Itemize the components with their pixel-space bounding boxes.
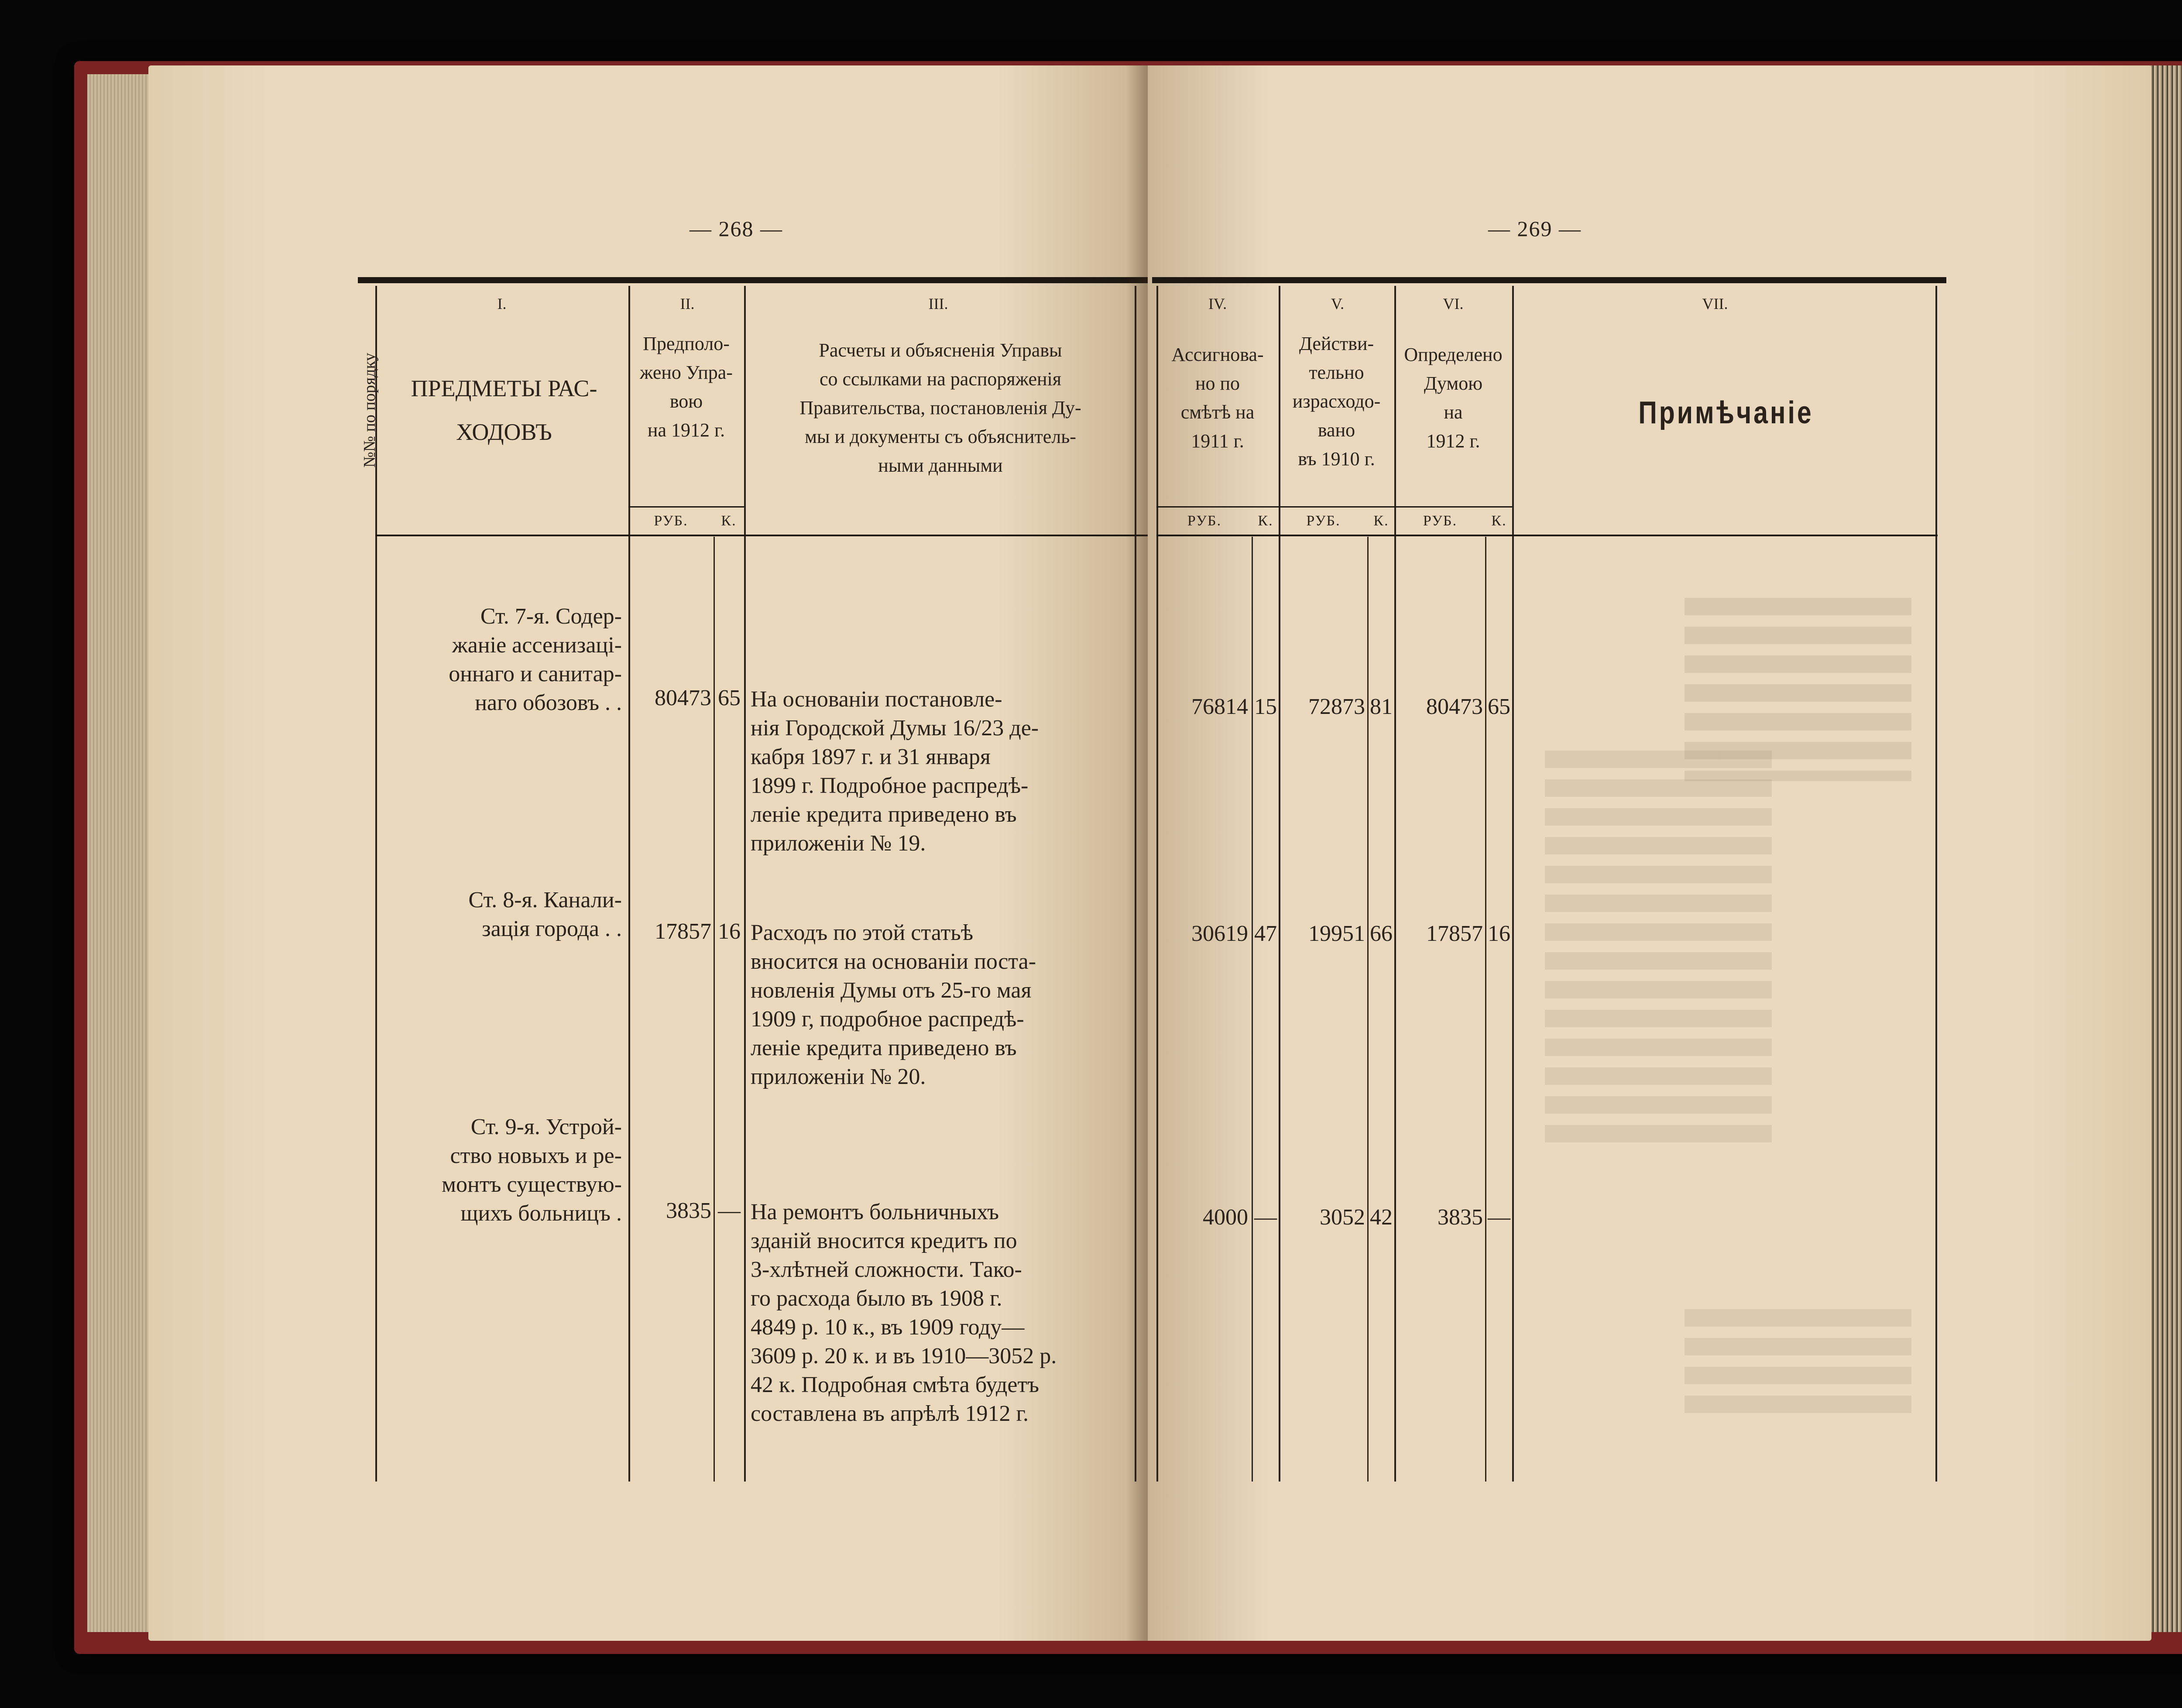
- row-1-duma-rub: 80473: [1426, 694, 1483, 719]
- col-rule: [1367, 537, 1369, 1482]
- unit-rub: РУБ.: [1423, 513, 1458, 529]
- table-top-rule: [1152, 277, 1946, 283]
- unit-rule: [1156, 506, 1512, 508]
- row-1-kop: 65: [718, 686, 741, 710]
- row-3-spent-kop: 42: [1370, 1205, 1393, 1230]
- col-numeral-VII: VII.: [1702, 295, 1728, 312]
- unit-rub: РУБ.: [654, 513, 688, 529]
- row-2-assigned-kop: 47: [1254, 921, 1277, 946]
- show-through-right: [1545, 751, 1772, 1143]
- col-numeral-IV: IV.: [1208, 295, 1227, 312]
- col-rule: [1512, 286, 1514, 1482]
- col-rule: [1279, 286, 1280, 1482]
- row-2-duma-rub: 17857: [1426, 921, 1483, 946]
- duma-1912-header: Определено Думою на 1912 г.: [1404, 344, 1503, 452]
- col-numeral-III: III.: [928, 295, 948, 312]
- row-2-spent-rub: 19951: [1308, 921, 1365, 946]
- proposed-header: Предполо- жено Упра- вою на 1912 г.: [640, 333, 733, 441]
- row-3-duma-rub: 3835: [1438, 1205, 1483, 1230]
- unit-kop: К.: [1373, 513, 1389, 529]
- col-numeral-I: I.: [497, 295, 507, 312]
- row-1-spent-rub: 72873: [1308, 694, 1365, 719]
- col-rule: [714, 537, 715, 1482]
- unit-rub: РУБ.: [1306, 513, 1341, 529]
- spent-1910-header: Действи- тельно израсходо- вано въ 1910 г.: [1292, 333, 1381, 470]
- assigned-1911-header: Ассигнова- но по смѣтѣ на 1911 г.: [1171, 344, 1264, 452]
- row-1-item: Ст. 7-я. Содер- жаніе ассенизаці- оннаго и санитар- наго обозовъ . .: [449, 604, 622, 715]
- row-3-explanation: На ремонтъ больничныхъ зданій вносится кредитъ по 3-хлѣтней сложности. Тако- го расхода было въ 1908 г. 4849 р. 10 к., въ 1909 году— 3609 р. 20 к. и въ 1910—3052 р. 42 к. Подробная смѣта будетъ составлена въ апрѣлѣ 1912 г.: [751, 1200, 1057, 1426]
- col-rule: [1252, 537, 1253, 1482]
- row-1-duma-kop: 65: [1488, 694, 1510, 719]
- col-rule: [628, 286, 630, 1482]
- row-3-item: Ст. 9-я. Устрой- ство новыхъ и ре- монтъ существую- щихъ больницъ .: [442, 1115, 622, 1226]
- row-1-rub: 80473: [655, 686, 711, 710]
- show-through-left: [1043, 131, 1108, 262]
- col-numeral-VI: VI.: [1443, 295, 1464, 312]
- row-2-kop: 16: [718, 919, 741, 944]
- row-3-duma-kop: —: [1488, 1205, 1510, 1230]
- row-1-assigned-rub: 76814: [1191, 694, 1248, 719]
- row-2-assigned-rub: 30619: [1191, 921, 1248, 946]
- row-3-assigned-kop: —: [1254, 1205, 1277, 1230]
- row-2-explanation: Расходъ по этой статьѣ вносится на основаніи поста- новленія Думы отъ 25-го мая 1909 г, подробное распредѣ- леніе кредита приведено въ приложеніи № 20.: [751, 920, 1036, 1089]
- row-2-spent-kop: 66: [1370, 921, 1393, 946]
- row-3-kop: —: [718, 1198, 741, 1223]
- page-number-left: — 268 —: [690, 216, 783, 241]
- row-3-rub: 3835: [666, 1198, 711, 1223]
- row-2-rub: 17857: [655, 919, 711, 944]
- page-number-right: — 269 —: [1488, 216, 1582, 241]
- unit-kop: К.: [1491, 513, 1507, 529]
- col-rule: [1485, 537, 1486, 1482]
- header-rule: [1156, 535, 1938, 536]
- col-rule: [1935, 286, 1937, 1482]
- row-1-assigned-kop: 15: [1254, 694, 1277, 719]
- col-rule: [744, 286, 746, 1482]
- unit-rule: [628, 506, 744, 508]
- unit-kop: К.: [721, 513, 737, 529]
- explanations-header: Расчеты и объясненія Управы со ссылками на распоряженія Правительства, постановленія Ду- мы и документы съ объяснитель- ными данными: [799, 340, 1081, 476]
- order-number-header: №№ по порядку: [360, 353, 379, 468]
- row-3-spent-rub: 3052: [1320, 1205, 1365, 1230]
- col-numeral-V: V.: [1331, 295, 1345, 312]
- items-header: ПРЕДМЕТЫ РАС- ХОДОВЪ: [411, 375, 597, 445]
- row-2-item: Ст. 8-я. Канали- зація города . .: [468, 888, 622, 941]
- unit-rub: РУБ.: [1187, 513, 1222, 529]
- col-rule: [1156, 286, 1158, 1482]
- unit-kop: К.: [1258, 513, 1273, 529]
- left-page: [148, 65, 1148, 1641]
- col-rule: [1394, 286, 1396, 1482]
- row-3-assigned-rub: 4000: [1203, 1205, 1248, 1230]
- show-through-right: [1685, 1309, 1911, 1423]
- row-1-explanation: На основаніи постановле- нія Городской Думы 16/23 де- кабря 1897 г. и 31 января 1899 г. Подробное распредѣ- леніе кредита приведено въ приложеніи № 19.: [751, 687, 1039, 856]
- col-numeral-II: II.: [680, 295, 695, 312]
- right-page: [1148, 65, 2151, 1641]
- notes-header: Примѣчаніе: [1638, 395, 1814, 430]
- row-2-duma-kop: 16: [1488, 921, 1510, 946]
- row-1-spent-kop: 81: [1370, 694, 1393, 719]
